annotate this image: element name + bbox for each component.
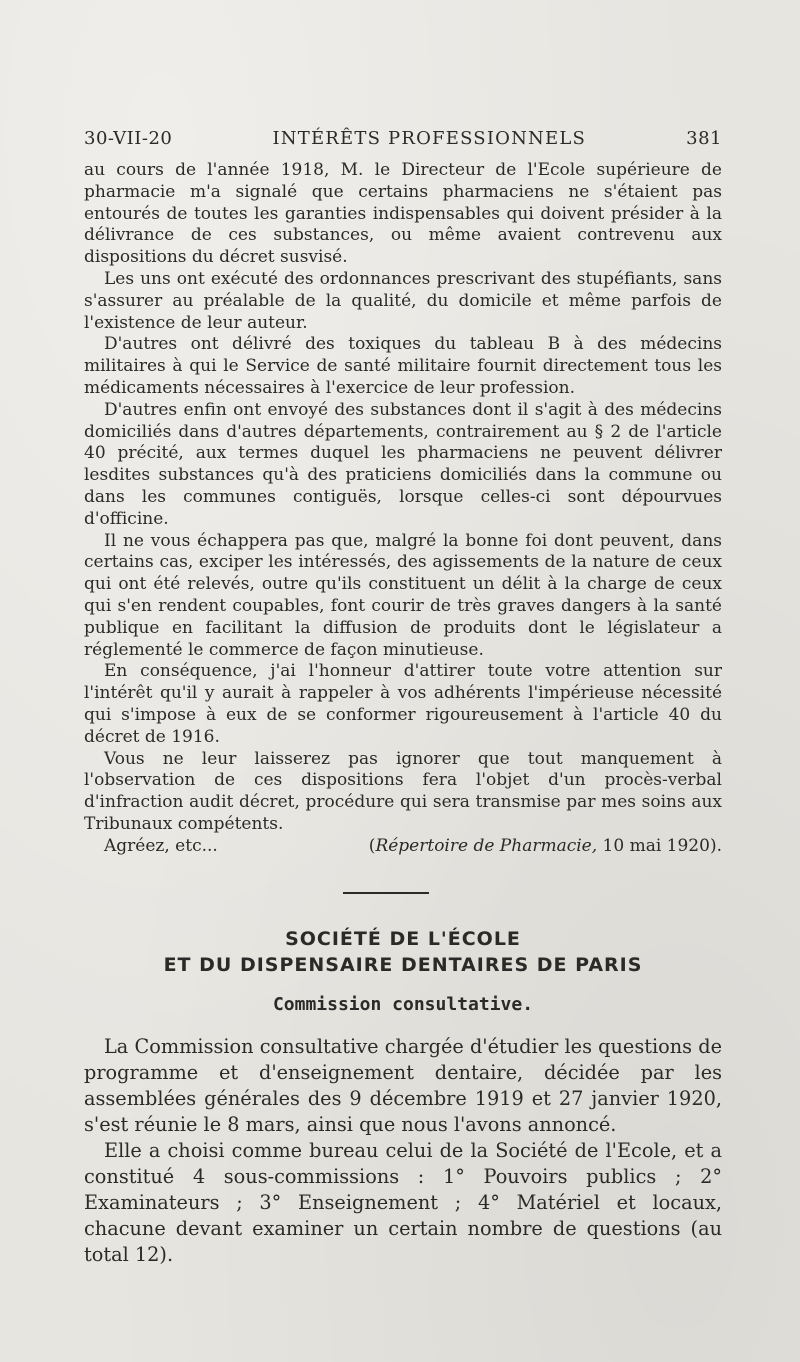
- citation: (Répertoire de Pharmacie, 10 mai 1920).: [368, 835, 722, 856]
- paragraph: Elle a choisi comme bureau celui de la Société de l'Ecole, et a constitué 4 sous-commissions : 1° Pouvoirs publics ; 2° Examinateurs ; 3° Enseignement ; 4° Matériel et locaux, chacune devant examiner un certain nombre de questions (au total 12).: [84, 1139, 722, 1266]
- paragraph: La Commission consultative chargée d'étudier les questions de programme et d'enseignement dentaire, décidée par les assemblées générales des 9 décembre 1919 et 27 janvier 1920, s'est réunie le 8 mars, ainsi que nous l'avons annoncé.: [84, 1035, 722, 1136]
- paragraph: Il ne vous échappera pas que, malgré la bonne foi dont peuvent, dans certains cas, exciper les intéressés, des agissements de la nature de ceux qui ont été relevés, outre qu'ils constituent un délit à la charge de ceux qui s'en rendent coupables, font courir de très graves dangers à la santé publique en facilitant la diffusion de produits dont le législateur a réglementé le commerce de façon minutieuse.: [84, 530, 722, 660]
- paragraph: au cours de l'année 1918, M. le Directeur de l'Ecole supérieure de pharmacie m'a signalé que certains pharmaciens ne s'étaient pas entourés de toutes les garanties indispensables qui doivent présider à la délivrance de ces substances, ou même avaient contrevenu aux dispositions du décret susvisé.: [84, 160, 722, 268]
- section-subtitle: Commission consultative.: [272, 994, 534, 1015]
- paragraph: D'autres enfin ont envoyé des substances dont il s'agit à des médecins domiciliés dans d'autres départements, contrairement au § 2 de l'article 40 précité, aux termes duquel les pharmaciens ne peuvent délivrer lesdites substances qu'à des praticiens domiciliés dans la commune ou dans les communes contiguës, lorsque celles-ci sont dépourvues d'officine.: [84, 399, 722, 529]
- header-title: INTÉRÊTS PROFESSIONNELS: [272, 128, 587, 149]
- running-header: [84, 128, 722, 149]
- paragraph: D'autres ont délivré des toxiques du tableau B à des médecins militaires à qui le Service de santé militaire fournit directement tous les médicaments nécessaires à l'exercice de leur profession.: [84, 334, 722, 398]
- paragraph: En conséquence, j'ai l'honneur d'attirer toute votre attention sur l'intérêt qu'il y aurait à rappeler à vos adhérents l'impérieuse nécessité qui s'impose à eux de se conformer rigoureusement à l'article 40 du décret de 1916.: [84, 661, 722, 747]
- closing-line: [84, 836, 722, 858]
- section-title-line-1: SOCIÉTÉ DE L'ÉCOLE: [285, 928, 521, 950]
- page-number: 381: [686, 128, 722, 149]
- section-title-line-2: ET DU DISPENSAIRE DENTAIRES DE PARIS: [163, 954, 643, 976]
- citation-source: Répertoire de Pharmacie,: [375, 835, 598, 856]
- citation-date: 10 mai 1920: [602, 835, 710, 856]
- section-body: [84, 1034, 722, 1268]
- header-date: 30-VII-20: [84, 128, 173, 149]
- paragraph: Les uns ont exécuté des ordonnances prescrivant des stupéfiants, sans s'assurer au préalable de la qualité, du domicile et même parfois de l'existence de leur auteur.: [84, 268, 722, 333]
- closing-formula: Agréez, etc...: [104, 835, 218, 856]
- section-divider: [343, 892, 429, 894]
- paragraph: Vous ne leur laisserez pas ignorer que tout manquement à l'observation de ces dispositions fera l'objet d'un procès-verbal d'infraction audit décret, procédure qui sera transmise par mes soins aux Tribunaux compétents.: [84, 748, 722, 834]
- article-body: [84, 160, 722, 858]
